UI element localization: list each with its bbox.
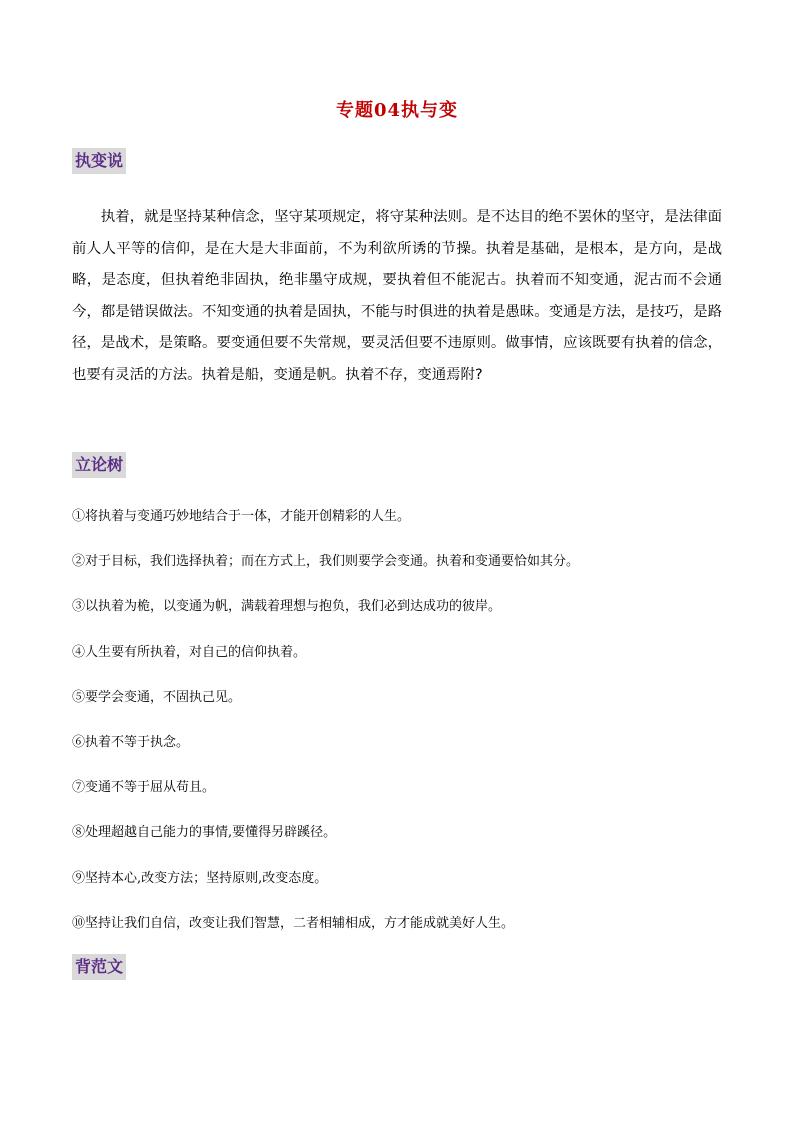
argument-item-10: ⑩坚持让我们自信，改变让我们智慧，二者相辅相成，方才能成就美好人生。 [72, 915, 515, 931]
argument-item-3: ③以执着为桅，以变通为帆，满载着理想与抱负，我们必到达成功的彼岸。 [72, 599, 502, 615]
argument-item-1: ①将执着与变通巧妙地结合于一体，才能开创精彩的人生。 [72, 509, 411, 524]
argument-item-6: ⑥执着不等于执念。 [72, 734, 190, 750]
argument-item-8: ⑧处理超越自己能力的事情,要懂得另辟蹊径。 [72, 825, 337, 841]
section-heading-beifanwen: 背范文 [72, 954, 126, 980]
section-heading-zhibianshuo: 执变说 [72, 148, 126, 174]
argument-item-2: ②对于目标，我们选择执着；而在方式上，我们则要学会变通。执着和变通要恰如其分。 [72, 554, 580, 570]
argument-item-7: ⑦变通不等于屈从苟且。 [72, 780, 216, 796]
argument-item-5: ⑤要学会变通，不固执己见。 [72, 689, 242, 705]
section-heading-lilunshu: 立论树 [72, 452, 126, 478]
argument-item-4: ④人生要有所执着，对自己的信仰执着。 [72, 644, 307, 660]
document-title: 专题04执与变 [335, 100, 459, 121]
intro-paragraph: 执着，就是坚持某种信念，坚守某项规定，将守某种法则。是不达目的绝不罢休的坚守，是法律面前人人平等的信仰，是在大是大非面前，不为利欲所诱的节操。执着是基础，是根本，是方向，是战略，是态度，但执着绝非固执，绝非墨守成规，要执着但不能泥古。执着而不知变通，泥古而不会通今，都是错误做法。不知变通的执着是固执，不能与时俱进的执着是愚昧。变通是方法，是技巧，是路径，是战术，是策略。要变通但要不失常规，要灵活但要不违原则。做事情，应该既要有执着的信念，也要有灵活的方法。执着是船，变通是帆。执着不存，变通焉附? [72, 209, 722, 383]
argument-item-9: ⑨坚持本心,改变方法；坚持原则,改变态度。 [72, 870, 328, 886]
argument-list [72, 504, 732, 956]
